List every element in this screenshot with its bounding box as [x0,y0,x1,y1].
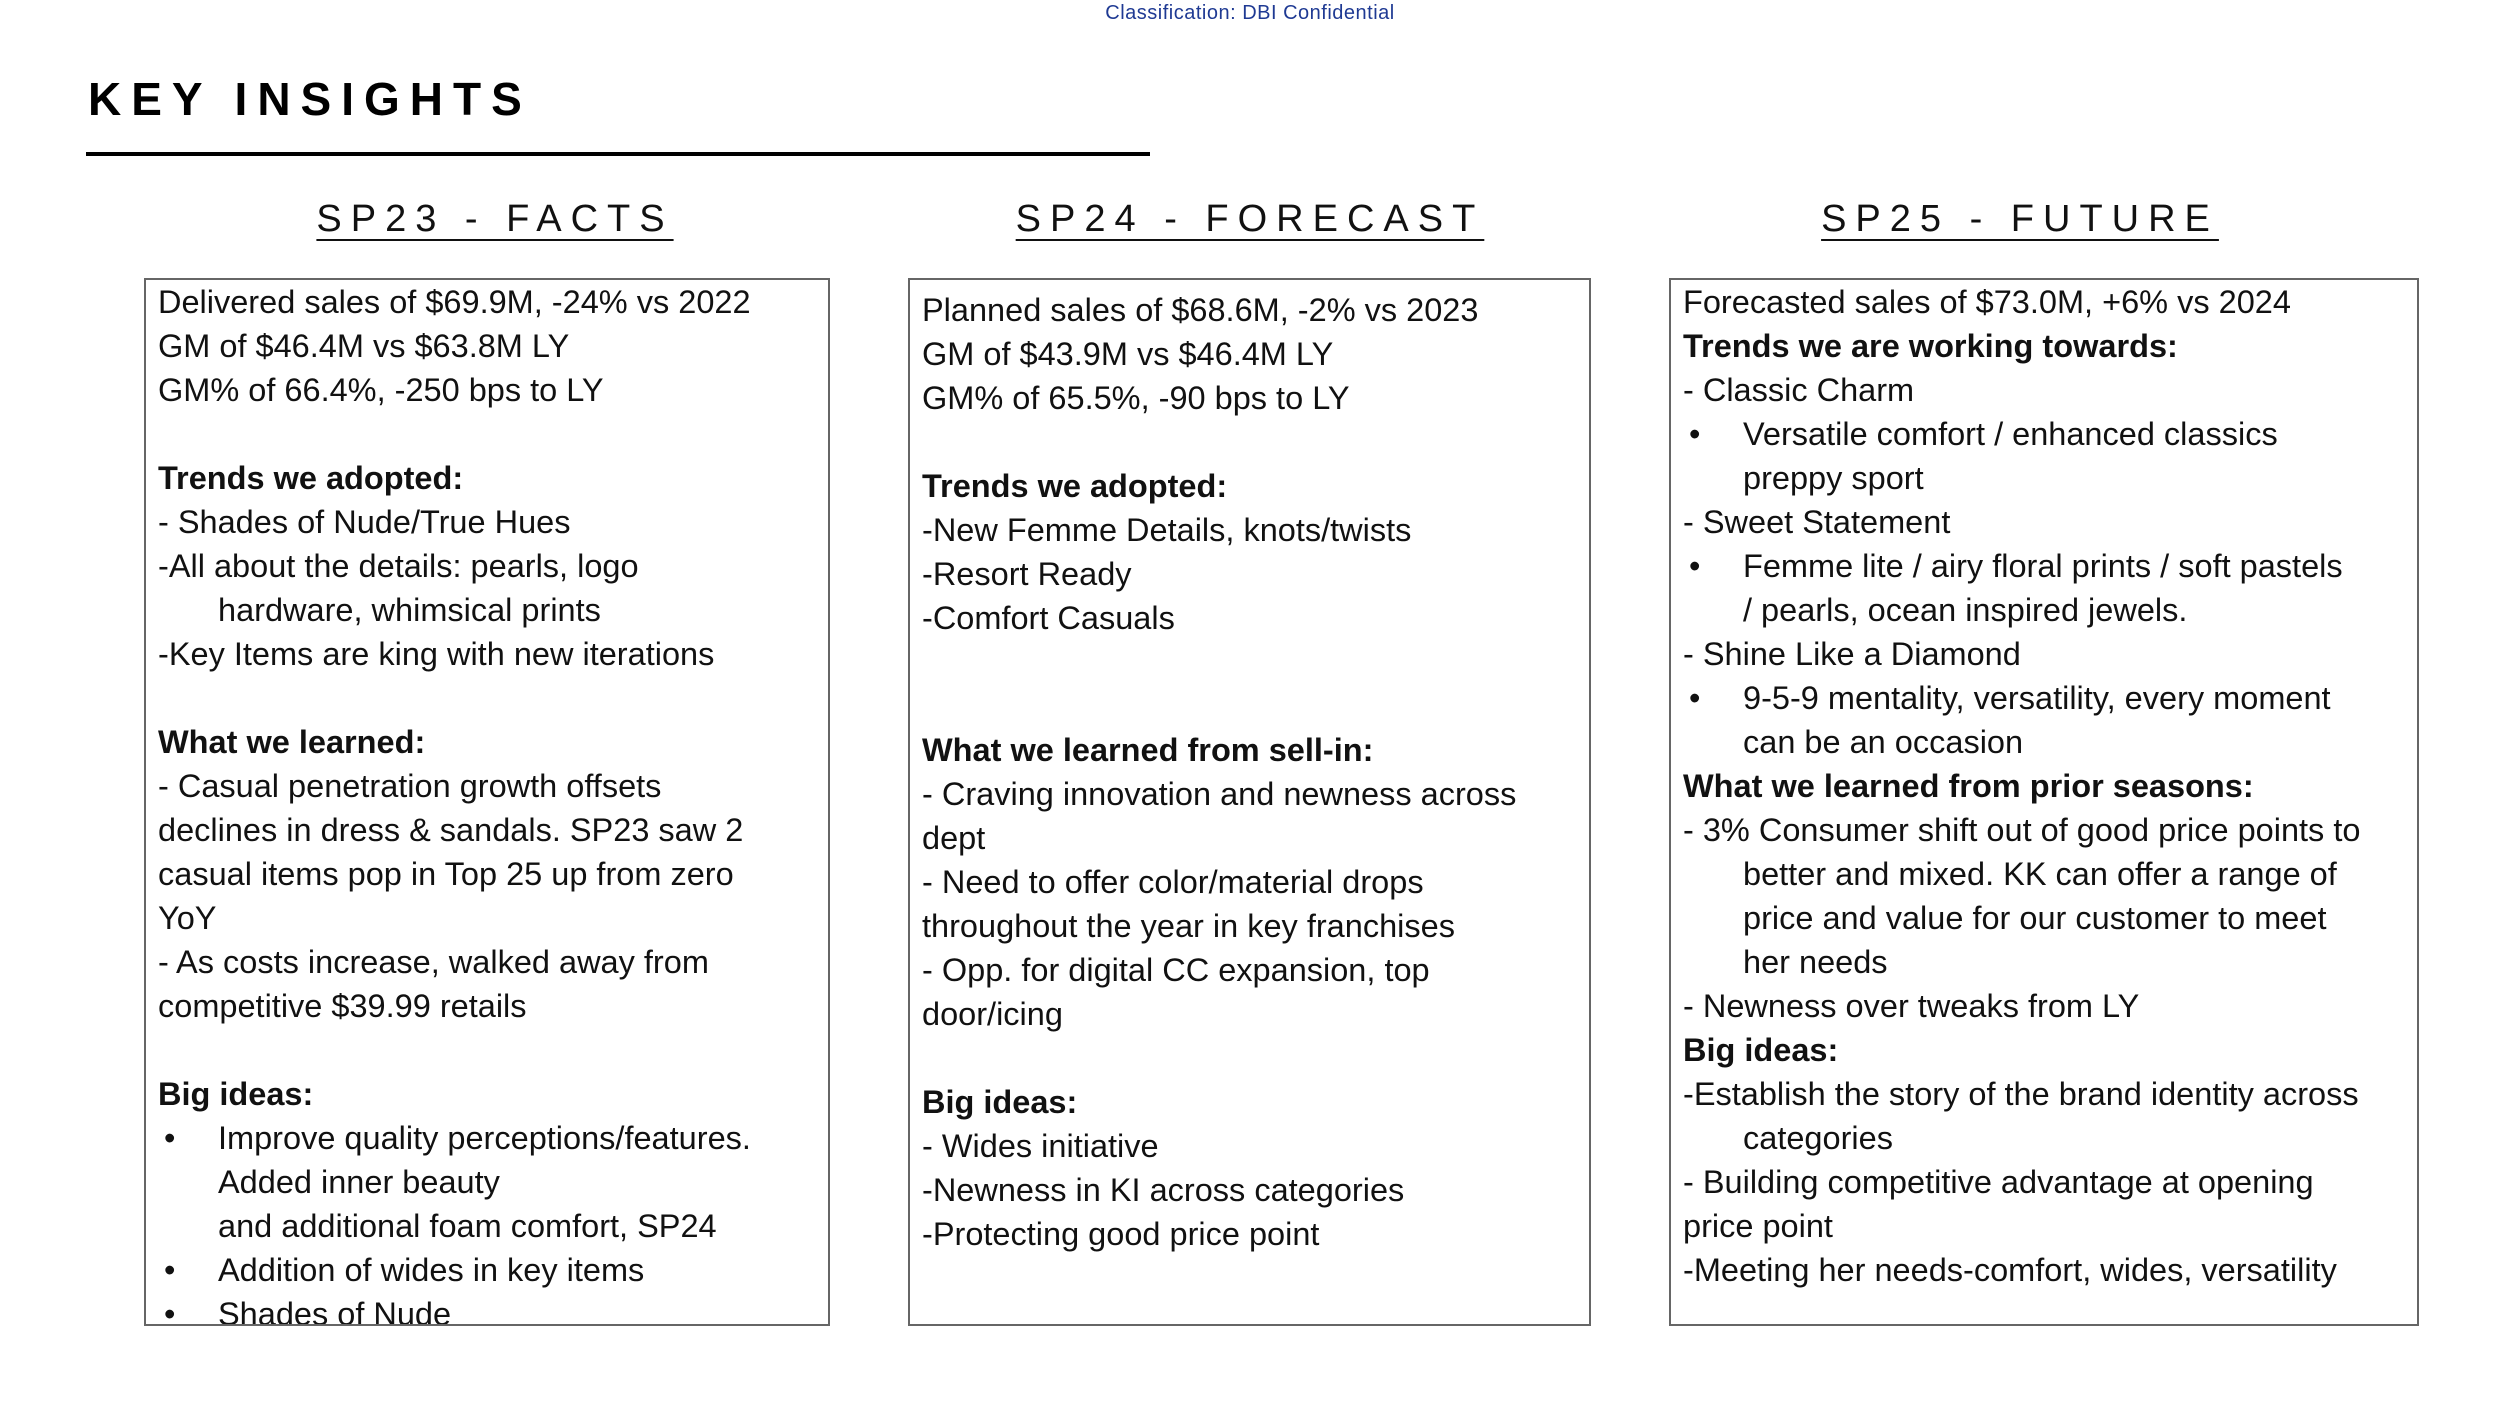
text-line: declines in dress & sandals. SP23 saw 2 [158,812,744,848]
text-line: GM% of 66.4%, -250 bps to LY [158,372,604,408]
spacer [922,1036,1577,1080]
continuation-line: price and value for our customer to meet [1743,900,2327,936]
page-title: KEY INSIGHTS [88,73,532,125]
continuation-line: categories [1743,1120,1893,1156]
text-line: dept [922,820,986,856]
continuation-line: hardware, whimsical prints [218,592,601,628]
text-line: GM of $43.9M vs $46.4M LY [922,336,1334,372]
text-line: YoY [158,900,217,936]
continuation-line: preppy sport [1743,460,1924,496]
continuation-line: and additional foam comfort, SP24 [218,1208,717,1244]
text-line: -Key Items are king with new iterations [158,636,715,672]
section-heading: Big ideas: [158,1076,314,1112]
spacer [922,640,1577,728]
sp24-forecast-panel [908,278,1591,1326]
text-line: -Meeting her needs-comfort, wides, versatility [1683,1252,2337,1288]
text-line: -Resort Ready [922,556,1132,592]
text-line: GM of $46.4M vs $63.8M LY [158,328,570,364]
column-heading-sp24: SP24 - FORECAST [1015,198,1485,240]
section-heading: Trends we adopted: [158,460,464,496]
bullet-item: • 9-5-9 mentality, versatility, every moment [1683,676,2405,720]
text-line: - 3% Consumer shift out of good price points to [1683,812,2361,848]
text-line: - Classic Charm [1683,372,1915,408]
text-line: casual items pop in Top 25 up from zero [158,856,734,892]
sp25-future-panel [1669,278,2419,1326]
text-line: Delivered sales of $69.9M, -24% vs 2022 [158,284,751,320]
text-line: -Protecting good price point [922,1216,1320,1252]
column-heading-sp23: SP23 - FACTS [316,198,674,240]
continuation-line: / pearls, ocean inspired jewels. [1743,592,2188,628]
text-line: - Need to offer color/material drops [922,864,1424,900]
spacer [922,420,1577,464]
title-divider [86,152,1150,156]
column-heading-sp25: SP25 - FUTURE [1821,198,2219,240]
text-line: Forecasted sales of $73.0M, +6% vs 2024 [1683,284,2291,320]
text-line: - Wides initiative [922,1128,1159,1164]
text-line: - Shades of Nude/True Hues [158,504,571,540]
text-line: - Opp. for digital CC expansion, top [922,952,1430,988]
section-heading: Trends we are working towards: [1683,328,2178,364]
text-line: - Casual penetration growth offsets [158,768,662,804]
bullet-item: • Improve quality perceptions/features. [158,1116,816,1160]
bullet-item: • Versatile comfort / enhanced classics [1683,412,2405,456]
text-line: - Craving innovation and newness across [922,776,1517,812]
text-line: - As costs increase, walked away from [158,944,709,980]
section-heading: What we learned: [158,724,426,760]
text-line: - Sweet Statement [1683,504,1951,540]
spacer [158,1028,816,1072]
text-line: -All about the details: pearls, logo [158,548,639,584]
text-line: -Comfort Casuals [922,600,1175,636]
continuation-line: better and mixed. KK can offer a range of [1743,856,2337,892]
text-line: - Building competitive advantage at opening [1683,1164,2314,1200]
bullet-item: • Addition of wides in key items [158,1248,816,1292]
continuation-line: can be an occasion [1743,724,2024,760]
continuation-line: her needs [1743,944,1888,980]
text-line: door/icing [922,996,1063,1032]
section-heading: Big ideas: [922,1084,1078,1120]
text-line: - Newness over tweaks from LY [1683,988,2140,1024]
section-heading: Big ideas: [1683,1032,1839,1068]
continuation-line: Added inner beauty [218,1164,500,1200]
section-heading: What we learned from prior seasons: [1683,768,2254,804]
sp23-facts-panel [144,278,830,1326]
bullet-item: • Femme lite / airy floral prints / soft pastels [1683,544,2405,588]
text-line: -Newness in KI across categories [922,1172,1405,1208]
text-line: price point [1683,1208,1833,1244]
text-line: GM% of 65.5%, -90 bps to LY [922,380,1350,416]
text-line: -New Femme Details, knots/twists [922,512,1412,548]
classification-label: Classification: DBI Confidential [1105,2,1395,24]
spacer [158,412,816,456]
section-heading: Trends we adopted: [922,468,1228,504]
text-line: -Establish the story of the brand identity across [1683,1076,2359,1112]
section-heading: What we learned from sell-in: [922,732,1374,768]
text-line: Planned sales of $68.6M, -2% vs 2023 [922,292,1479,328]
bullet-item: • Shades of Nude [158,1292,816,1326]
text-line: throughout the year in key franchises [922,908,1455,944]
text-line: competitive $39.99 retails [158,988,527,1024]
spacer [158,676,816,720]
text-line: - Shine Like a Diamond [1683,636,2021,672]
